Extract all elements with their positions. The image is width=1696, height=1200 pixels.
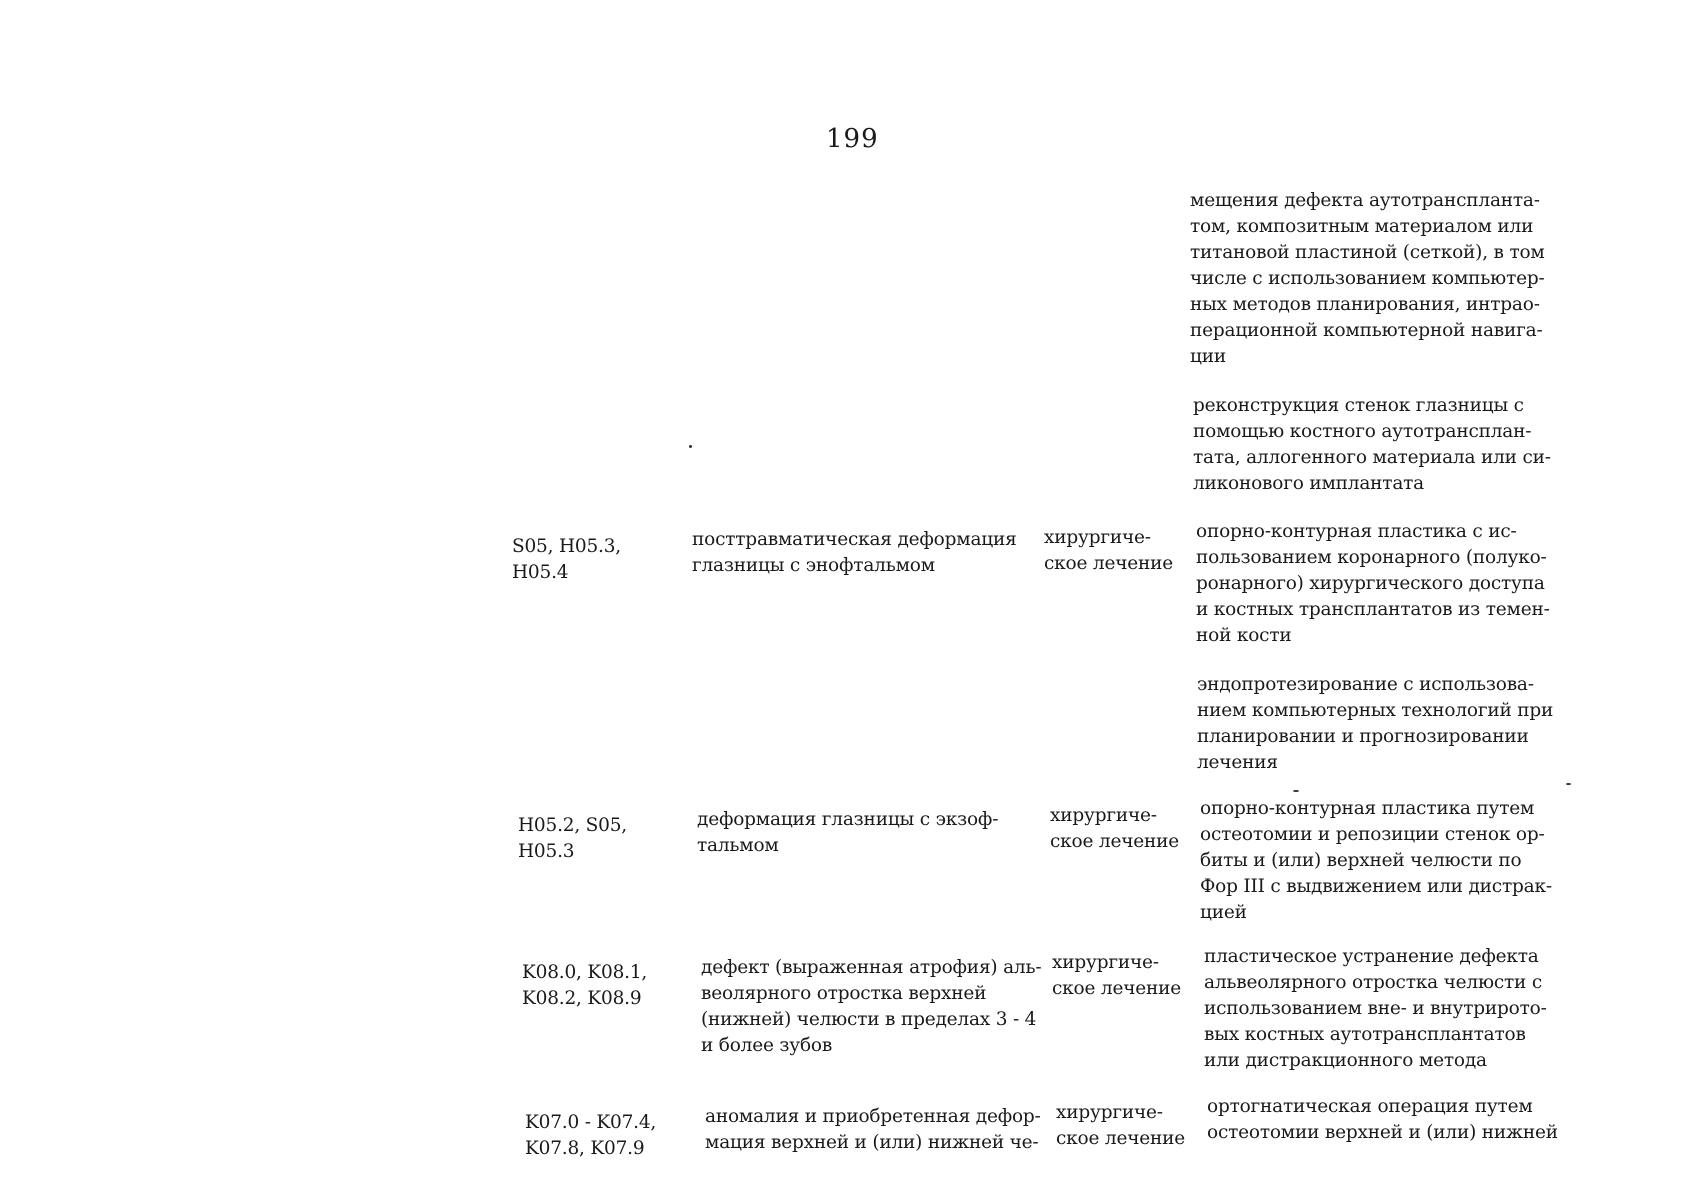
row-2-diagnosis: деформация глазницы с экзоф- тальмом [697, 809, 999, 856]
row-3-diagnosis: дефект (выраженная атрофия) аль- веолярного отростка верхней (нижней) челюсти в пределах 3 - 4 и более зубов [701, 957, 1042, 1056]
scan-speck [689, 445, 692, 448]
row-1-codes: S05, H05.3, H05.4 [512, 536, 621, 583]
scan-speck [1293, 790, 1299, 792]
continuation-method-1: мещения дефекта аутотрансплантa- том, композитным материалом или титановой пластиной (сеткой), в том числе с использованием компьютер- ных методов планирования, интрао- перационной компьютерной навига- ции [1190, 190, 1545, 367]
row-4-codes: K07.0 - K07.4, K07.8, K07.9 [525, 1112, 657, 1159]
page-number: 199 [826, 124, 879, 154]
row-1-method-2: эндопротезирование с использова- нием компьютерных технологий при планировании и прогнозировании лечения [1197, 674, 1554, 773]
row-2-codes: H05.2, S05, H05.3 [518, 815, 627, 862]
row-3-codes: K08.0, K08.1, K08.2, K08.9 [522, 962, 648, 1009]
row-3-method-1: пластическое устранение дефекта альвеолярного отростка челюсти с использованием вне- и внутрирото- вых костных аутотрансплантатов или дистракционного метода [1204, 946, 1547, 1071]
row-4-treatment: хирургиче- ское лечение [1056, 1102, 1185, 1149]
row-1-method-1: опорно-контурная пластика с ис- пользованием коронарного (полуко- ронарного) хирургического доступа и костных трансплантатов из темен- ной кости [1196, 521, 1550, 646]
row-4-method-1: ортогнатическая операция путем остеотомии верхней и (или) нижней [1207, 1096, 1558, 1143]
row-2-treatment: хирургиче- ское лечение [1050, 805, 1179, 852]
row-2-method-1: опорно-контурная пластика путем остеотомии и репозиции стенок ор- биты и (или) верхней челюсти по Фор III с выдвижением или дистрак- цией [1200, 798, 1552, 923]
row-3-treatment: хирургиче- ское лечение [1052, 952, 1181, 999]
row-4-diagnosis: аномалия и приобретенная дефор- мация верхней и (или) нижней че- [705, 1106, 1041, 1153]
row-1-diagnosis: посттравматическая деформация глазницы с энофтальмом [692, 529, 1017, 576]
scan-speck [1566, 783, 1571, 785]
row-1-treatment: хирургиче- ское лечение [1044, 527, 1173, 574]
continuation-method-2: реконструкция стенок глазницы с помощью костного аутотрансплан- тата, аллогенного материала или си- ликонового имплантата [1193, 395, 1551, 494]
